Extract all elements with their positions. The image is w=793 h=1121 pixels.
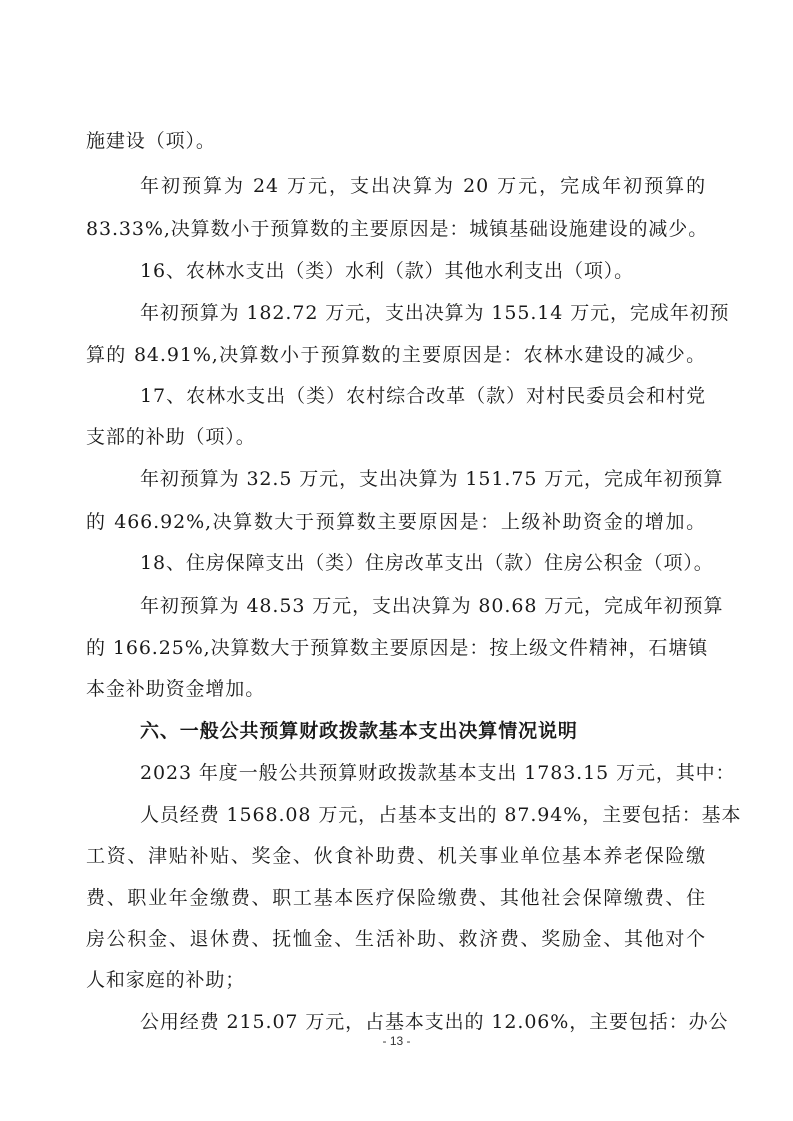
paragraph-line: 算的 84.91%,决算数小于预算数的主要原因是：农林水建设的减少。 [86, 344, 706, 366]
paragraph-line: 的 466.92%,决算数大于预算数主要原因是：上级补助资金的增加。 [86, 511, 706, 533]
paragraph-line: 2023 年度一般公共预算财政拨款基本支出 1783.15 万元，其中： [140, 762, 736, 784]
paragraph-line: 支部的补助（项）。 [86, 426, 256, 448]
paragraph-line: 房公积金、退休费、抚恤金、生活补助、救济费、奖励金、其他对个 [86, 928, 706, 950]
paragraph-line: 人员经费 1568.08 万元，占基本支出的 87.94%，主要包括：基本 [140, 804, 742, 826]
paragraph-line: 工资、津贴补贴、奖金、伙食补助费、机关事业单位基本养老保险缴 [86, 845, 706, 867]
section-heading-18: 18、住房保障支出（类）住房改革支出（款）住房公积金（项）。 [140, 552, 714, 574]
paragraph-line: 83.33%,决算数小于预算数的主要原因是：城镇基础设施建设的减少。 [86, 218, 709, 240]
paragraph-line: 年初预算为 24 万元，支出决算为 20 万元，完成年初预算的 [140, 175, 706, 197]
paragraph-line: 人和家庭的补助； [86, 969, 246, 991]
section-heading-6: 六、一般公共预算财政拨款基本支出决算情况说明 [140, 720, 578, 742]
page-number: - 13 - [382, 1034, 411, 1048]
paragraph-line: 费、职业年金缴费、职工基本医疗保险缴费、其他社会保障缴费、住 [86, 887, 706, 909]
paragraph-line: 年初预算为 182.72 万元，支出决算为 155.14 万元，完成年初预 [140, 302, 730, 324]
paragraph-line: 年初预算为 32.5 万元，支出决算为 151.75 万元，完成年初预算 [140, 468, 724, 490]
paragraph-line: 施建设（项）。 [86, 130, 216, 152]
section-heading-17: 17、农林水支出（类）农村综合改革（款）对村民委员会和村党 [140, 385, 706, 407]
paragraph-line: 公用经费 215.07 万元，占基本支出的 12.06%，主要包括：办公 [140, 1011, 729, 1033]
paragraph-line: 本金补助资金增加。 [86, 678, 266, 700]
paragraph-line: 年初预算为 48.53 万元，支出决算为 80.68 万元，完成年初预算 [140, 595, 724, 617]
section-heading-16: 16、农林水支出（类）水利（款）其他水利支出（项）。 [140, 260, 635, 282]
paragraph-line: 的 166.25%,决算数大于预算数主要原因是：按上级文件精神，石塘镇 [86, 637, 709, 659]
